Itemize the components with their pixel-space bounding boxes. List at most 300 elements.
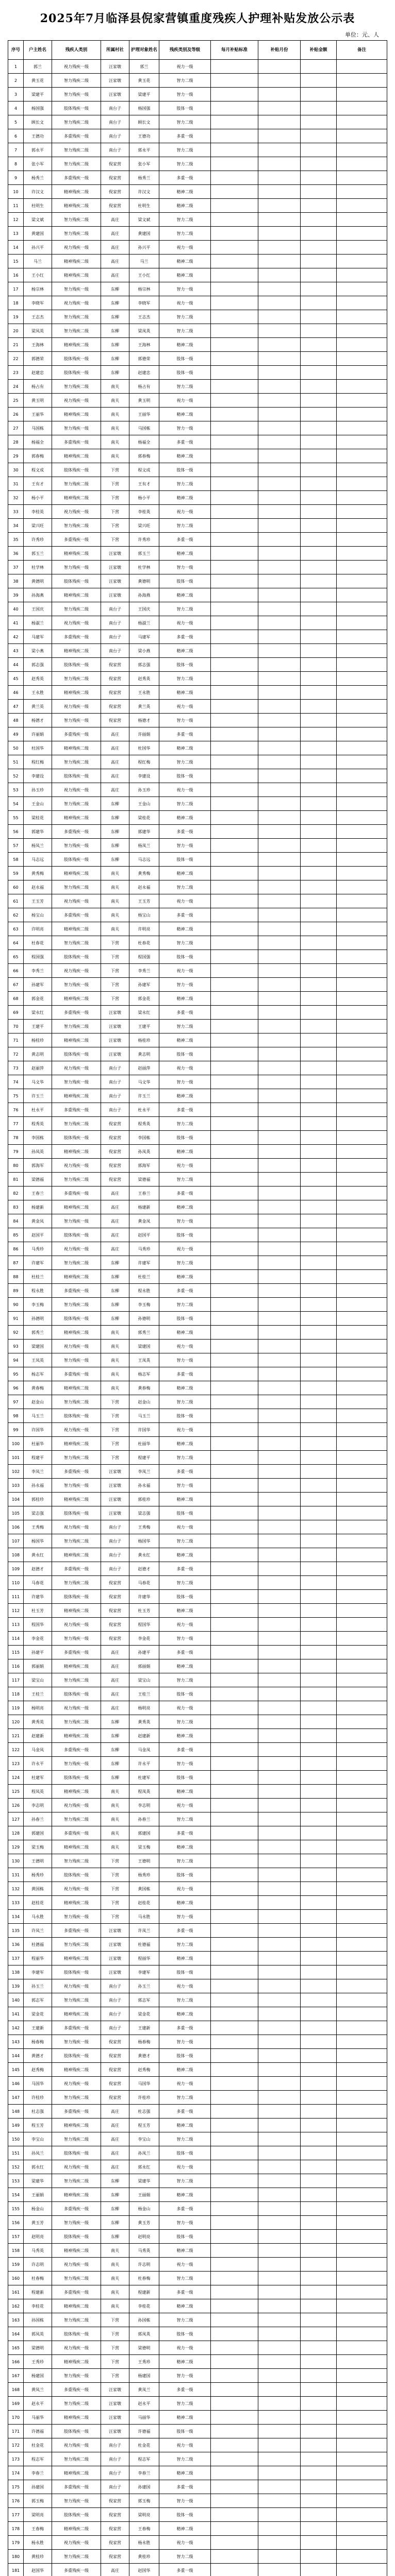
table-cell: 精神残疾二级: [52, 2299, 101, 2313]
table-cell: 肢体一级: [159, 352, 211, 366]
table-cell: 智力残疾二级: [52, 1938, 101, 1952]
table-cell: 肢体残疾一级: [52, 101, 101, 115]
table-cell: 南台子: [101, 1534, 129, 1548]
table-cell: [337, 825, 387, 839]
table-cell: [211, 922, 258, 936]
table-row: [8, 714, 387, 727]
table-cell: 肢体一级: [159, 658, 211, 672]
table-cell: 梁志强: [129, 1506, 159, 1520]
table-row: [8, 658, 387, 672]
table-cell: [301, 1395, 337, 1409]
table-cell: [337, 2411, 387, 2425]
table-cell: [337, 435, 387, 449]
table-row: [8, 2327, 387, 2341]
table-cell: [258, 588, 301, 602]
table-row: [8, 2035, 387, 2049]
table-cell: 109: [8, 1562, 24, 1576]
table-cell: [337, 477, 387, 491]
table-row: [8, 533, 387, 547]
table-cell: 智力残疾二级: [52, 310, 101, 324]
table-cell: 杨占有: [24, 380, 52, 394]
table-cell: 马丽华: [24, 2411, 52, 2425]
table-cell: 115: [8, 1646, 24, 1659]
table-cell: [301, 352, 337, 366]
table-cell: [211, 282, 258, 296]
table-cell: 158: [8, 2244, 24, 2258]
table-cell: 智力二级: [159, 1020, 211, 1033]
table-cell: 8: [8, 157, 24, 171]
table-cell: 视力一级: [159, 964, 211, 978]
table-cell: [211, 2091, 258, 2105]
table-cell: 杨明亮: [24, 1701, 52, 1715]
table-cell: 杨淑兰: [24, 616, 52, 630]
table-cell: 视力残疾一级: [52, 1340, 101, 1353]
table-cell: [211, 1145, 258, 1159]
table-cell: [258, 2021, 301, 2035]
table-cell: [258, 2313, 301, 2327]
table-cell: [258, 477, 301, 491]
table-cell: 96: [8, 1381, 24, 1395]
table-cell: [211, 2244, 258, 2258]
table-cell: [301, 547, 337, 561]
table-cell: [337, 2285, 387, 2299]
table-cell: 张小军: [129, 157, 159, 171]
table-cell: 77: [8, 1117, 24, 1131]
table-cell: 倪家营: [101, 1145, 129, 1159]
table-cell: 视力一级: [159, 1882, 211, 1896]
table-cell: 下营: [101, 533, 129, 547]
table-cell: [211, 2188, 258, 2202]
table-cell: 精神二级: [159, 2299, 211, 2313]
table-cell: 精神二级: [159, 992, 211, 1006]
table-cell: 视力残疾一级: [52, 60, 101, 74]
table-cell: [258, 755, 301, 769]
table-cell: 智力残疾二级: [52, 1298, 101, 1312]
table-cell: 郭永平: [24, 143, 52, 157]
table-cell: 下营: [101, 491, 129, 505]
table-cell: 赵金山: [129, 1395, 159, 1409]
table-cell: 精神残疾二级: [52, 2466, 101, 2480]
table-cell: [211, 1381, 258, 1395]
column-header: 户主姓名: [24, 41, 52, 60]
column-header: 所属村社: [101, 41, 129, 60]
table-cell: [258, 1047, 301, 1061]
table-cell: [301, 74, 337, 88]
table-cell: 郭永平: [129, 143, 159, 157]
table-row: [8, 1326, 387, 1340]
table-cell: 郭玉兰: [129, 547, 159, 561]
table-cell: 高庄: [101, 2160, 129, 2174]
table-cell: [337, 2508, 387, 2522]
table-cell: [258, 894, 301, 908]
table-cell: [211, 950, 258, 964]
table-cell: 倪家营: [101, 2049, 129, 2063]
table-cell: [337, 505, 387, 519]
table-cell: [337, 908, 387, 922]
table-row: [8, 115, 387, 129]
table-cell: 程玉芳: [129, 2119, 159, 2132]
table-cell: 许建军: [24, 1256, 52, 1270]
table-cell: 汪家墩: [101, 1506, 129, 1520]
table-cell: 梁小燕: [129, 644, 159, 658]
table-cell: [301, 1618, 337, 1632]
table-row: [8, 60, 387, 74]
column-header: 每月补贴标准: [211, 41, 258, 60]
table-row: [8, 1075, 387, 1089]
table-cell: 62: [8, 908, 24, 922]
table-cell: 视力一级: [159, 2160, 211, 2174]
table-cell: 黄国栋: [129, 1882, 159, 1896]
table-cell: 多重一级: [159, 2480, 211, 2494]
table-cell: [258, 644, 301, 658]
table-cell: 精神二级: [159, 1548, 211, 1562]
table-cell: [337, 1228, 387, 1242]
table-cell: [337, 1701, 387, 1715]
table-cell: 71: [8, 1033, 24, 1047]
table-cell: 精神残疾二级: [52, 1659, 101, 1673]
table-cell: 下营: [101, 936, 129, 950]
table-cell: [301, 1979, 337, 1993]
table-cell: 马玉兰: [24, 1409, 52, 1423]
table-cell: [258, 1465, 301, 1479]
table-cell: 精神二级: [159, 2188, 211, 2202]
table-row: [8, 1618, 387, 1632]
table-cell: [337, 2091, 387, 2105]
table-cell: [258, 727, 301, 741]
table-cell: [301, 2341, 337, 2355]
table-cell: [337, 950, 387, 964]
table-cell: 李宝山: [24, 2132, 52, 2146]
table-cell: [211, 1910, 258, 1924]
table-cell: [337, 894, 387, 908]
table-cell: 视力残疾一级: [52, 394, 101, 408]
table-cell: 44: [8, 658, 24, 672]
table-cell: 王桂兰: [129, 1687, 159, 1701]
table-cell: [301, 1771, 337, 1785]
table-cell: [211, 2564, 258, 2576]
table-cell: 孙玉珍: [24, 783, 52, 797]
table-cell: [301, 310, 337, 324]
table-cell: [337, 1659, 387, 1673]
table-cell: [211, 547, 258, 561]
table-row: [8, 185, 387, 199]
table-cell: [258, 2091, 301, 2105]
table-cell: 160: [8, 2272, 24, 2285]
table-cell: [211, 1131, 258, 1145]
table-cell: [211, 2049, 258, 2063]
table-cell: 马秀珍: [129, 1242, 159, 1256]
table-cell: [337, 449, 387, 463]
table-cell: 程凤英: [24, 1785, 52, 1799]
table-cell: 南关: [101, 1799, 129, 1812]
table-cell: [258, 1826, 301, 1840]
table-cell: [258, 658, 301, 672]
table-cell: [301, 477, 337, 491]
table-cell: 许桂珍: [129, 2091, 159, 2105]
table-cell: [337, 2188, 387, 2202]
table-cell: 东柳: [101, 2230, 129, 2244]
table-cell: 智力二级: [159, 115, 211, 129]
table-cell: [258, 561, 301, 574]
table-cell: [337, 1312, 387, 1326]
table-cell: [301, 978, 337, 992]
table-cell: [211, 1493, 258, 1506]
table-cell: 郭金花: [129, 992, 159, 1006]
table-cell: 赵国平: [129, 1228, 159, 1242]
table-cell: [301, 1173, 337, 1187]
table-cell: 多重一级: [159, 630, 211, 644]
table-cell: 智力残疾二级: [52, 2452, 101, 2466]
table-cell: [301, 1701, 337, 1715]
table-cell: 许丽娟: [129, 727, 159, 741]
table-cell: 孙凤英: [129, 1145, 159, 1159]
table-cell: 智力二级: [159, 157, 211, 171]
table-cell: [258, 964, 301, 978]
table-cell: [258, 1395, 301, 1409]
table-row: [8, 825, 387, 839]
table-cell: [211, 1228, 258, 1242]
table-cell: [258, 1214, 301, 1228]
table-cell: 赵秀梅: [24, 2063, 52, 2077]
table-cell: 王春梅: [24, 2522, 52, 2536]
table-cell: 精神残疾二级: [52, 2355, 101, 2369]
table-cell: 精神二级: [159, 644, 211, 658]
table-row: [8, 1826, 387, 1840]
table-cell: 多重残疾一级: [52, 2564, 101, 2576]
table-cell: [337, 1812, 387, 1826]
table-cell: [211, 755, 258, 769]
table-cell: 下营: [101, 1409, 129, 1423]
table-row: [8, 2258, 387, 2272]
table-cell: 孙春兰: [24, 1812, 52, 1826]
table-cell: [258, 2411, 301, 2425]
table-row: [8, 1131, 387, 1145]
table-cell: [258, 1479, 301, 1493]
table-cell: [211, 1033, 258, 1047]
table-cell: [258, 1506, 301, 1520]
table-cell: 郭志强: [129, 658, 159, 672]
table-cell: 倪家营: [101, 2091, 129, 2105]
table-cell: [258, 769, 301, 783]
table-cell: 智力残疾二级: [52, 324, 101, 338]
table-cell: 郭玉兰: [24, 547, 52, 561]
table-cell: 程秀英: [24, 1117, 52, 1131]
table-cell: [337, 700, 387, 714]
table-cell: [211, 2160, 258, 2174]
table-cell: 倪家营: [101, 658, 129, 672]
table-cell: 杨淑兰: [129, 616, 159, 630]
table-cell: 精神残疾二级: [52, 1952, 101, 1965]
table-row: [8, 1604, 387, 1618]
table-cell: 视力一级: [159, 296, 211, 310]
table-cell: [301, 1145, 337, 1159]
table-cell: 精神二级: [159, 547, 211, 561]
table-row: [8, 574, 387, 588]
table-cell: 赵建忠: [129, 366, 159, 380]
table-cell: 南关: [101, 880, 129, 894]
table-cell: 肢体一级: [159, 574, 211, 588]
table-cell: 52: [8, 769, 24, 783]
table-cell: 智力残疾二级: [52, 477, 101, 491]
table-cell: 智力残疾一级: [52, 1479, 101, 1493]
table-cell: [211, 143, 258, 157]
table-cell: [211, 1826, 258, 1840]
table-row: [8, 2285, 387, 2299]
table-cell: [258, 1159, 301, 1173]
table-cell: 汪家墩: [101, 1924, 129, 1938]
table-row: [8, 1145, 387, 1159]
table-cell: 郭秀兰: [129, 1326, 159, 1340]
table-row: [8, 213, 387, 227]
table-cell: 下营: [101, 2313, 129, 2327]
table-cell: 许明亮: [129, 922, 159, 936]
table-cell: 视力一级: [159, 1520, 211, 1534]
table-cell: 精神残疾二级: [52, 1785, 101, 1799]
table-cell: [301, 171, 337, 185]
table-cell: 杜建军: [24, 1771, 52, 1785]
table-cell: 多重残疾一级: [52, 2202, 101, 2216]
table-cell: [337, 978, 387, 992]
table-cell: [258, 1618, 301, 1632]
table-cell: 智力二级: [159, 1451, 211, 1465]
table-cell: 多重残疾一级: [52, 129, 101, 143]
table-cell: 智力一级: [159, 282, 211, 296]
table-cell: 22: [8, 352, 24, 366]
table-cell: 多重一级: [159, 1367, 211, 1381]
table-cell: [258, 574, 301, 588]
table-cell: [301, 324, 337, 338]
table-cell: 肢体残疾一级: [52, 366, 101, 380]
table-cell: [211, 978, 258, 992]
table-row: [8, 1590, 387, 1604]
table-cell: 倪家营: [101, 2494, 129, 2508]
table-cell: [337, 255, 387, 268]
table-cell: [337, 797, 387, 811]
table-cell: 倪家营: [101, 1590, 129, 1604]
table-cell: 精神残疾二级: [52, 1493, 101, 1506]
table-cell: 肢体残疾一级: [52, 2146, 101, 2160]
table-cell: 梁建华: [129, 2174, 159, 2188]
table-cell: [211, 2522, 258, 2536]
table-cell: 智力二级: [159, 2132, 211, 2146]
table-cell: 郭永红: [24, 2160, 52, 2174]
table-cell: [211, 908, 258, 922]
table-cell: 汪家墩: [101, 60, 129, 74]
table-row: [8, 1701, 387, 1715]
table-cell: 智力残疾一级: [52, 282, 101, 296]
table-cell: 智力二级: [159, 310, 211, 324]
table-cell: 智力残疾一级: [52, 1353, 101, 1367]
table-cell: [337, 380, 387, 394]
table-cell: 精神二级: [159, 1659, 211, 1673]
table-cell: [211, 1284, 258, 1298]
table-row: [8, 310, 387, 324]
table-cell: [337, 2550, 387, 2564]
table-cell: 郭凤英: [129, 2327, 159, 2341]
table-header-row: [8, 41, 387, 60]
table-cell: 汪家墩: [101, 1465, 129, 1479]
table-cell: [301, 1033, 337, 1047]
table-cell: [258, 143, 301, 157]
table-cell: [301, 2063, 337, 2077]
table-cell: [301, 1020, 337, 1033]
table-cell: 李建设: [24, 769, 52, 783]
table-cell: 马文华: [129, 1075, 159, 1089]
table-cell: 智力残疾二级: [52, 1256, 101, 1270]
table-cell: [301, 755, 337, 769]
table-cell: [337, 241, 387, 255]
table-cell: 黄永红: [129, 1548, 159, 1562]
table-cell: 汪家墩: [101, 2425, 129, 2438]
table-cell: [301, 199, 337, 213]
table-cell: [301, 2438, 337, 2452]
table-cell: 程红梅: [24, 755, 52, 769]
table-cell: [301, 2466, 337, 2480]
table-cell: [337, 1785, 387, 1799]
table-cell: 103: [8, 1479, 24, 1493]
table-row: [8, 129, 387, 143]
table-cell: 汪家墩: [101, 88, 129, 101]
table-cell: 50: [8, 741, 24, 755]
table-cell: 53: [8, 783, 24, 797]
table-cell: [301, 2564, 337, 2576]
table-row: [8, 2383, 387, 2397]
table-cell: 88: [8, 1270, 24, 1284]
table-cell: 131: [8, 1868, 24, 1882]
table-cell: [337, 2522, 387, 2536]
table-cell: [211, 1270, 258, 1284]
table-cell: 精神二级: [159, 2355, 211, 2369]
table-cell: 智力一级: [159, 1214, 211, 1228]
table-cell: [337, 1423, 387, 1437]
table-cell: 智力残疾二级: [52, 936, 101, 950]
table-cell: 郭德荣: [24, 352, 52, 366]
table-row: [8, 1993, 387, 2007]
table-row: [8, 950, 387, 964]
table-cell: 智力残疾二级: [52, 1812, 101, 1826]
table-row: [8, 1242, 387, 1256]
table-cell: 南台子: [101, 1548, 129, 1562]
table-cell: [301, 1479, 337, 1493]
table-cell: 高庄: [101, 1701, 129, 1715]
table-row: [8, 2216, 387, 2230]
table-cell: [337, 1006, 387, 1020]
table-cell: [301, 394, 337, 408]
table-cell: [337, 880, 387, 894]
table-cell: 18: [8, 296, 24, 310]
table-cell: [258, 2105, 301, 2119]
table-cell: 杨建新: [129, 1200, 159, 1214]
table-cell: 下营: [101, 1882, 129, 1896]
table-cell: [211, 185, 258, 199]
table-cell: 南台子: [101, 2480, 129, 2494]
table-cell: [301, 1061, 337, 1075]
table-cell: 郭海军: [24, 1159, 52, 1173]
table-cell: [301, 2480, 337, 2494]
table-cell: 89: [8, 1284, 24, 1298]
table-cell: 156: [8, 2216, 24, 2230]
table-cell: 精神二级: [159, 2119, 211, 2132]
table-cell: 智力残疾一级: [52, 2369, 101, 2383]
table-cell: [258, 2258, 301, 2272]
table-cell: 智力残疾二级: [52, 1117, 101, 1131]
table-cell: 智力一级: [159, 2216, 211, 2230]
table-cell: 智力二级: [159, 1576, 211, 1590]
table-cell: [337, 686, 387, 700]
table-cell: 倪家营: [101, 1117, 129, 1131]
table-cell: [301, 408, 337, 421]
table-cell: [211, 1757, 258, 1771]
